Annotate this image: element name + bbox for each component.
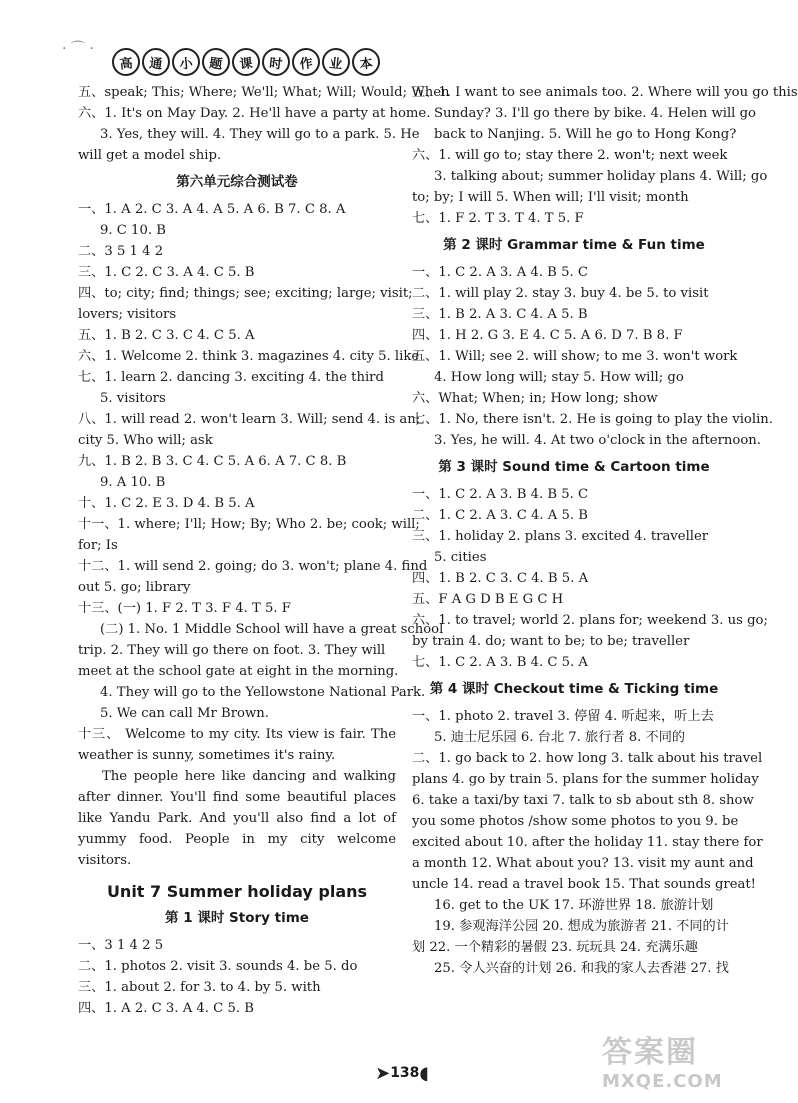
essay-text: Welcome to my city. Its view is fair. The weather is sunny, sometimes it's rainy.: [78, 727, 397, 763]
answer-line: 五、1. Will; see 2. will show; to me 3. won't work: [412, 349, 738, 364]
answer-line: 16. get to the UK 17. 环游世界 18. 旅游计划: [434, 898, 714, 913]
answer-line: 十一、1. where; I'll; How; By; Who 2. be; cook; will;: [78, 517, 420, 532]
answer-line: 一、3 1 4 2 5: [78, 938, 164, 953]
answer-line: 六、1. It's on May Day. 2. He'll have a party at home.: [78, 106, 431, 121]
section-title: 第 4 课时 Checkout time & Ticking time: [429, 681, 719, 697]
answer-line: out 5. go; library: [78, 580, 191, 595]
header-char: 通: [141, 47, 172, 78]
answer-line: 十二、1. will send 2. going; do 3. won't; plane 4. find: [78, 559, 428, 574]
answer-line: 一、1. C 2. A 3. A 4. B 5. C: [412, 265, 588, 280]
answer-line: you some photos /show some photos to you 9. be: [412, 814, 739, 829]
answer-line: (二) 1. No. 1 Middle School will have a great school: [100, 622, 444, 637]
answer-line: 九、1. B 2. B 3. C 4. C 5. A 6. A 7. C 8. B: [78, 454, 347, 469]
answer-line: 3. Yes, they will. 4. They will go to a park. 5. He: [100, 127, 420, 142]
section-title: 第 2 课时 Grammar time & Fun time: [443, 237, 705, 253]
unit-title: Unit 7 Summer holiday plans: [106, 882, 368, 901]
answer-line: 三、1. C 2. C 3. A 4. C 5. B: [78, 265, 255, 280]
section-title: 第 3 课时 Sound time & Cartoon time: [438, 459, 710, 475]
header-char: 高: [111, 47, 142, 78]
answer-line: 6. take a taxi/by taxi 7. talk to sb about sth 8. show: [412, 793, 754, 808]
answer-line: 3. Yes, he will. 4. At two o'clock in the afternoon.: [434, 433, 761, 448]
answer-line: city 5. Who will; ask: [78, 433, 213, 448]
answer-line: 一、1. photo 2. travel 3. 停留 4. 听起来，听上去: [412, 709, 714, 724]
answer-line: 19. 参观海洋公园 20. 想成为旅游者 21. 不同的计: [434, 919, 729, 934]
answer-line: lovers; visitors: [78, 307, 177, 322]
answer-line: 5. We can call Mr Brown.: [100, 706, 269, 721]
answer-line: 十、1. C 2. E 3. D 4. B 5. A: [78, 496, 255, 511]
header-char: 本: [351, 47, 382, 78]
answer-line: 四、1. B 2. C 3. C 4. B 5. A: [412, 571, 589, 586]
answer-line: 七、1. C 2. A 3. B 4. C 5. A: [412, 655, 588, 670]
answer-line: 五、speak; This; Where; We'll; What; Will; Would; When: [78, 85, 450, 100]
answer-line: 二、1. photos 2. visit 3. sounds 4. be 5. do: [78, 959, 358, 974]
answer-line: 五、F A G D B E G C H: [412, 592, 564, 607]
answer-line: 七、1. No, there isn't. 2. He is going to play the violin.: [412, 412, 773, 427]
answer-line: uncle 14. read a travel book 15. That sounds great!: [412, 877, 756, 892]
answer-line: 六、1. will go to; stay there 2. won't; next week: [412, 148, 728, 163]
answer-line: 二、1. will play 2. stay 3. buy 4. be 5. to visit: [412, 286, 709, 301]
essay-paragraph: The people here like dancing and walking after dinner. You'll find some beautiful places like Yandu Park. And you'll also find a lot of yummy food. People in my city welcome visitors.: [78, 769, 396, 868]
answer-line: 十三、(一) 1. F 2. T 3. F 4. T 5. F: [78, 601, 291, 616]
book-header: [62, 38, 374, 84]
answer-line: 一、1. A 2. C 3. A 4. A 5. A 6. B 7. C 8. A: [78, 202, 346, 217]
answer-line: 六、1. to travel; world 2. plans for; weekend 3. us go;: [412, 613, 768, 628]
answer-line: 划 22. 一个精彩的暑假 23. 玩玩具 24. 充满乐趣: [412, 940, 698, 955]
answer-line: back to Nanjing. 5. Will he go to Hong Kong?: [434, 127, 737, 142]
watermark-en: MXQE.COM: [602, 1071, 723, 1092]
answer-line: 三、1. holiday 2. plans 3. excited 4. traveller: [412, 529, 709, 544]
answer-line: 25. 令人兴奋的计划 26. 和我的家人去香港 27. 找: [434, 961, 729, 976]
answer-line: excited about 10. after the holiday 11. stay there for: [412, 835, 763, 850]
answer-line: 4. How long will; stay 5. How will; go: [434, 370, 684, 385]
answer-line: for; Is: [78, 538, 118, 553]
header-char: 课: [231, 47, 262, 78]
answer-line: 4. They will go to the Yellowstone National Park.: [100, 685, 426, 700]
answer-line: 5. 迪士尼乐园 6. 台北 7. 旅行者 8. 不同的: [434, 730, 686, 745]
answer-line: 3. talking about; summer holiday plans 4. Will; go: [434, 169, 768, 184]
watermark: [602, 1027, 742, 1097]
answer-line: 二、1. C 2. A 3. C 4. A 5. B: [412, 508, 588, 523]
essay-paragraph: [78, 724, 396, 766]
page-number-text: 138: [390, 1065, 420, 1081]
answer-line: 5. cities: [434, 550, 487, 565]
answer-line: 八、1. will read 2. won't learn 3. Will; send 4. is an;: [78, 412, 421, 427]
answer-line: 三、1. B 2. A 3. C 4. A 5. B: [412, 307, 588, 322]
answer-line: 五、1. I want to see animals too. 2. Where will you go this: [412, 85, 798, 100]
answer-line: 四、to; city; find; things; see; exciting; large; visit;: [78, 286, 413, 301]
answer-line: 六、1. Welcome 2. think 3. magazines 4. city 5. like: [78, 349, 420, 364]
answer-line: will get a model ship.: [78, 148, 222, 163]
answer-line: trip. 2. They will go there on foot. 3. They will: [78, 643, 386, 658]
answer-line: meet at the school gate at eight in the morning.: [78, 664, 399, 679]
answer-line: 9. C 10. B: [100, 223, 166, 238]
answer-line: to; by; I will 5. When will; I'll visit; month: [412, 190, 689, 205]
watermark-cn: 答案圈: [602, 1035, 698, 1070]
header-decoration: · ⌒ ·: [62, 41, 94, 57]
answer-line: 5. visitors: [100, 391, 166, 406]
answer-line: 七、1. learn 2. dancing 3. exciting 4. the third: [78, 370, 384, 385]
answer-line: by train 4. do; want to be; to be; traveller: [412, 634, 690, 649]
header-char: 小: [171, 47, 202, 78]
header-char: 业: [321, 47, 352, 78]
right-column: [412, 82, 798, 979]
answer-line: 七、1. F 2. T 3. T 4. T 5. F: [412, 211, 584, 226]
fish-fin-icon: ➤: [375, 1062, 391, 1084]
answer-line: 三、1. about 2. for 3. to 4. by 5. with: [78, 980, 321, 995]
answer-line: a month 12. What about you? 13. visit my aunt and: [412, 856, 754, 871]
left-column: [78, 82, 450, 1019]
answer-line: 六、What; When; in; How long; show: [412, 391, 658, 406]
answer-line: Sunday? 3. I'll go there by bike. 4. Helen will go: [434, 106, 756, 121]
section-title: 第六单元综合测试卷: [176, 174, 298, 190]
answer-line: 二、1. go back to 2. how long 3. talk about his travel: [412, 751, 763, 766]
essay-label: 十三、: [78, 727, 121, 742]
header-title: [112, 48, 380, 76]
header-char: 题: [201, 47, 232, 78]
answer-line: 四、1. A 2. C 3. A 4. C 5. B: [78, 1001, 254, 1016]
section-title: 第 1 课时 Story time: [165, 910, 309, 926]
header-char: 时: [261, 47, 292, 78]
answer-line: 9. A 10. B: [100, 475, 166, 490]
answer-line: 二、3 5 1 4 2: [78, 244, 164, 259]
header-char: 作: [291, 47, 322, 78]
answer-line: plans 4. go by train 5. plans for the summer holiday: [412, 772, 759, 787]
page-number: [362, 1058, 442, 1088]
fish-tail-icon: ◖: [419, 1062, 429, 1084]
answer-line: 一、1. C 2. A 3. B 4. B 5. C: [412, 487, 589, 502]
answer-line: 四、1. H 2. G 3. E 4. C 5. A 6. D 7. B 8. F: [412, 328, 683, 343]
answer-line: 五、1. B 2. C 3. C 4. C 5. A: [78, 328, 255, 343]
